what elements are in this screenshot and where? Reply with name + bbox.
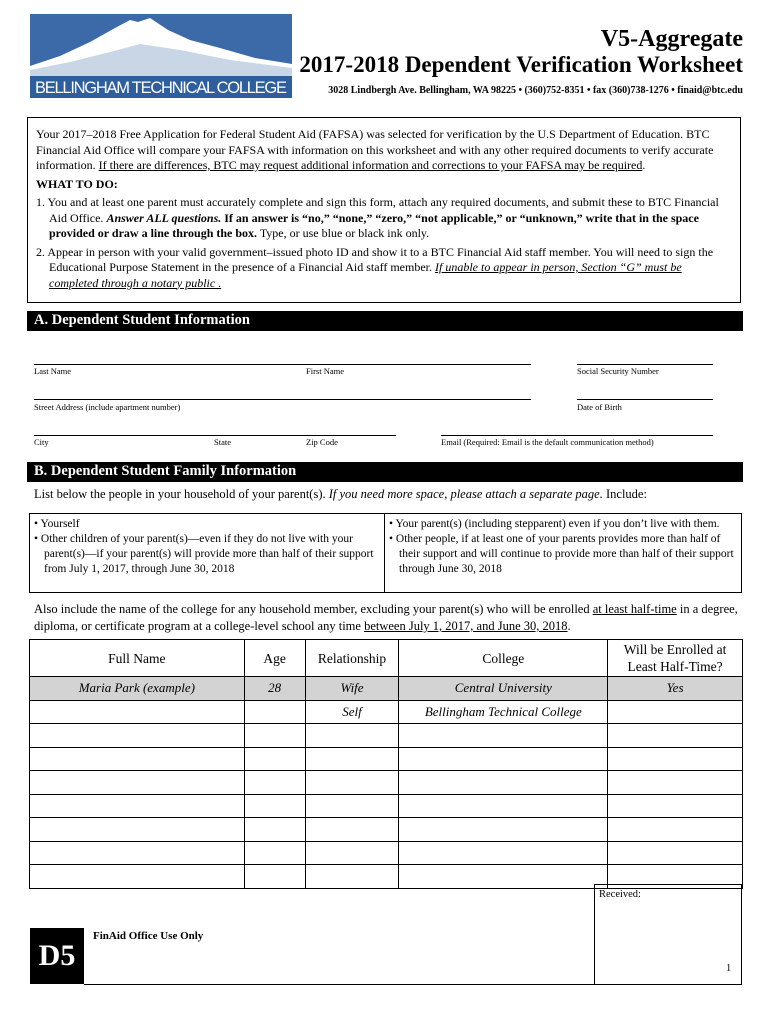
street-line[interactable] xyxy=(34,399,531,400)
received-label: Received: xyxy=(599,889,641,900)
include-divider xyxy=(384,513,385,593)
last-name-label: Last Name xyxy=(34,366,72,376)
city-label: City xyxy=(34,437,49,447)
cell-relationship: Wife xyxy=(305,677,399,701)
page-number: 1 xyxy=(726,963,732,974)
household-table xyxy=(29,639,743,889)
include-item: • Your parent(s) (including stepparent) even if you don’t live with them. xyxy=(389,518,720,530)
table-row xyxy=(30,771,743,795)
college-instruction xyxy=(34,601,742,635)
section-a-header: A. Dependent Student Information xyxy=(27,311,743,331)
table-row xyxy=(30,818,743,842)
what-to-do-heading: WHAT TO DO: xyxy=(36,176,118,191)
office-use-label: FinAid Office Use Only xyxy=(93,930,204,942)
section-b-header: B. Dependent Student Family Information xyxy=(27,462,743,482)
step-1-ink: Type, or use blue or black ink only. xyxy=(257,226,430,240)
cell-college[interactable] xyxy=(399,865,608,889)
include-item: • Yourself xyxy=(34,518,80,530)
table-row xyxy=(30,724,743,748)
step-2 xyxy=(36,245,732,292)
cell-college[interactable] xyxy=(399,818,608,842)
also-text-2: in a degree, diploma, or certificate program at a college-level school any time xyxy=(34,602,738,633)
cell-full-name[interactable] xyxy=(30,818,245,842)
cell-half-time[interactable] xyxy=(608,794,743,818)
cell-half-time[interactable] xyxy=(608,700,743,724)
cell-half-time[interactable] xyxy=(608,724,743,748)
header-college: College xyxy=(399,640,608,677)
ssn-line[interactable] xyxy=(577,364,713,365)
table-header-row xyxy=(30,640,743,677)
cell-relationship[interactable] xyxy=(305,818,399,842)
table-row xyxy=(30,747,743,771)
include-item: • Other children of your parent(s)—even if they do not live with your parent(s)—if your parent(s) will provide more than half of their support from July 1, 2017, through June 30, 2018 xyxy=(34,533,374,575)
include-right-column xyxy=(389,517,739,577)
cell-half-time[interactable] xyxy=(608,841,743,865)
cell-college[interactable] xyxy=(399,794,608,818)
cell-college[interactable] xyxy=(399,771,608,795)
contact-address: 3028 Lindbergh Ave. Bellingham, WA 98225 • (360)752-8351 • fax (360)738-1276 • finaid@btc.edu xyxy=(328,85,743,96)
intro-period: . xyxy=(642,158,646,172)
table-row xyxy=(30,700,743,724)
header-full-name: Full Name xyxy=(30,640,245,677)
step-2-notary-note: If unable to appear in person, Section “G” must be completed through a notary public . xyxy=(49,260,682,290)
name-line[interactable] xyxy=(34,364,531,365)
cell-college[interactable] xyxy=(399,747,608,771)
city-state-zip-line[interactable] xyxy=(34,435,396,436)
instructions-box xyxy=(27,117,741,303)
list-intro-include: Include: xyxy=(602,487,647,501)
cell-half-time[interactable] xyxy=(608,771,743,795)
intro-underlined-text: If there are differences, BTC may request additional information and corrections to your FAFSA may be required xyxy=(98,158,643,172)
cell-half-time[interactable] xyxy=(608,747,743,771)
cell-relationship[interactable] xyxy=(305,865,399,889)
dob-line[interactable] xyxy=(577,399,713,400)
intro-paragraph xyxy=(36,127,732,174)
cell-full-name[interactable] xyxy=(30,865,245,889)
list-intro-space-note: If you need more space, please attach a separate page. xyxy=(328,487,603,501)
form-title: 2017-2018 Dependent Verification Worksheet xyxy=(299,52,743,77)
step-1-text: 1. You and at least one parent must accurately complete and sign this form, attach any required documents, and submit these to BTC Financial Aid Office. xyxy=(36,195,719,225)
zip-label: Zip Code xyxy=(306,437,338,447)
cell-relationship[interactable] xyxy=(305,724,399,748)
cell-full-name: Maria Park (example) xyxy=(30,677,245,701)
cell-full-name[interactable] xyxy=(30,771,245,795)
cell-relationship[interactable] xyxy=(305,747,399,771)
step-1-emphasis: Answer ALL questions. xyxy=(106,210,222,225)
cell-age[interactable] xyxy=(244,771,305,795)
cell-full-name[interactable] xyxy=(30,700,245,724)
form-section-code: D5 xyxy=(30,928,84,984)
table-row-example xyxy=(30,677,743,701)
intro-text: Your 2017–2018 Free Application for Federal Student Aid (FAFSA) was selected for verification by the U.S Department of Education. BTC Financial Aid Office will compare your FAFSA with information on this worksheet and with any other required documents to verify accurate information. xyxy=(36,127,714,172)
cell-college[interactable] xyxy=(399,841,608,865)
cell-full-name[interactable] xyxy=(30,747,245,771)
step-1 xyxy=(36,195,732,242)
cell-relationship[interactable] xyxy=(305,771,399,795)
also-half-time: at least half-time xyxy=(592,602,677,616)
cell-age: 28 xyxy=(244,677,305,701)
cell-age[interactable] xyxy=(244,841,305,865)
cell-age[interactable] xyxy=(244,794,305,818)
cell-full-name[interactable] xyxy=(30,794,245,818)
step-1-bold: If an answer is “no,” “none,” “zero,” “not applicable,” or “unknown,” write that in the space provided or draw a line through the box. xyxy=(49,210,699,240)
list-intro-text: List below the people in your household of your parent(s). xyxy=(34,487,329,501)
cell-age[interactable] xyxy=(244,700,305,724)
include-item: • Other people, if at least one of your parents provides more than half of their support and will continue to provide more than half of their support through June 30, 2018 xyxy=(389,533,734,575)
cell-college[interactable] xyxy=(399,724,608,748)
table-row xyxy=(30,794,743,818)
form-code: V5-Aggregate xyxy=(600,26,743,52)
cell-relationship[interactable]: Self xyxy=(305,700,399,724)
state-label: State xyxy=(214,437,231,447)
also-text: Also include the name of the college for any household member, excluding your parent(s) who will be enrolled xyxy=(34,602,593,616)
cell-age[interactable] xyxy=(244,747,305,771)
email-label: Email (Required: Email is the default communication method) xyxy=(441,437,654,447)
cell-full-name[interactable] xyxy=(30,841,245,865)
college-name: BELLINGHAM TECHNICAL COLLEGE xyxy=(35,79,287,97)
header-half-time: Will be Enrolled at Least Half-Time? xyxy=(608,640,743,677)
also-period: . xyxy=(567,619,571,633)
cell-half-time[interactable] xyxy=(608,818,743,842)
dob-label: Date of Birth xyxy=(577,402,622,412)
first-name-label: First Name xyxy=(306,366,345,376)
cell-age[interactable] xyxy=(244,818,305,842)
cell-college: Central University xyxy=(399,677,608,701)
cell-relationship[interactable] xyxy=(305,841,399,865)
header-relationship: Relationship xyxy=(305,640,399,677)
cell-college[interactable]: Bellingham Technical College xyxy=(399,700,608,724)
email-line[interactable] xyxy=(441,435,713,436)
cell-full-name[interactable] xyxy=(30,724,245,748)
cell-relationship[interactable] xyxy=(305,794,399,818)
include-left-column xyxy=(34,517,379,577)
also-date-range: between July 1, 2017, and June 30, 2018 xyxy=(364,619,568,633)
household-list-intro xyxy=(34,487,647,502)
street-label: Street Address (include apartment number) xyxy=(34,402,181,412)
step-2-text: 2. Appear in person with your valid government–issued photo ID and show it to a BTC Financial Aid staff member. You will need to sign the Educational Purpose Statement in the presence of a Financial Aid staff member. xyxy=(36,244,714,274)
ssn-label: Social Security Number xyxy=(577,366,659,376)
college-logo xyxy=(30,14,292,98)
table-row xyxy=(30,841,743,865)
cell-age[interactable] xyxy=(244,865,305,889)
header-age: Age xyxy=(244,640,305,677)
office-use-line xyxy=(84,984,594,985)
cell-age[interactable] xyxy=(244,724,305,748)
cell-half-time: Yes xyxy=(608,677,743,701)
